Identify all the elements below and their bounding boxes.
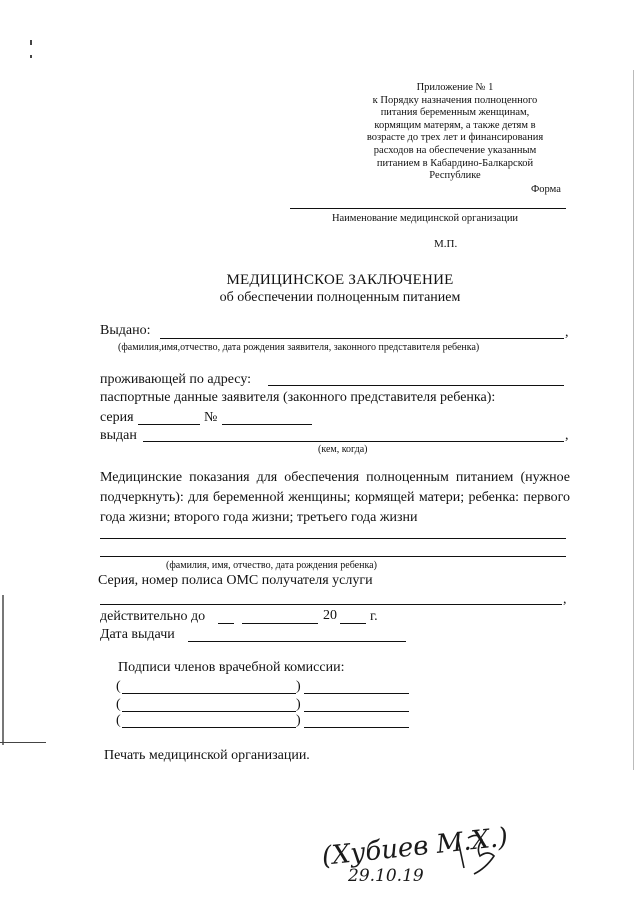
- appendix-line: возрасте до трех лет и финансирования: [366, 132, 544, 144]
- comma: ,: [565, 428, 569, 443]
- valid-year-field[interactable]: [340, 623, 366, 624]
- medical-indications-text: Медицинские показания для обеспечения полноценным питанием (нужное подчеркнуть): для беременной женщины; кормящей матери; ребенка: первого года жизни; второго года жизни; третьего года жизни: [100, 470, 570, 525]
- child-field-line-2[interactable]: [100, 556, 566, 557]
- bracket-close: ): [296, 713, 301, 728]
- handwritten-signature: [318, 818, 528, 888]
- appendix-line: питанием в Кабардино-Балкарской: [376, 157, 534, 169]
- address-field[interactable]: [268, 385, 564, 386]
- bracket-open: (: [116, 697, 121, 712]
- scan-edge-left: [2, 595, 4, 745]
- commission-name-field-2[interactable]: [122, 711, 296, 712]
- appendix-line: Приложение № 1: [416, 82, 494, 93]
- appendix-line: кормящим матерям, а также детям в: [374, 119, 536, 131]
- bracket-open: (: [116, 679, 121, 694]
- number-field[interactable]: [222, 424, 312, 425]
- bracket-close: ): [296, 697, 301, 712]
- commission-sign-field-2[interactable]: [304, 711, 409, 712]
- valid-day-field[interactable]: [218, 623, 234, 624]
- commission-name-field-1[interactable]: [122, 693, 296, 694]
- appendix-line: к Порядку назначения полноценного: [372, 94, 538, 106]
- form-label: Форма: [531, 184, 561, 195]
- child-field-line-1[interactable]: [100, 538, 566, 539]
- org-name-label: Наименование медицинской организации: [331, 213, 519, 224]
- comma: ,: [565, 325, 569, 340]
- scan-mark: [0, 742, 46, 743]
- scan-edge-right: [633, 70, 634, 770]
- commission-sign-field-3[interactable]: [304, 727, 409, 728]
- seal-label: Печать медицинской организации.: [104, 748, 310, 763]
- stamp-place-label: М.П.: [434, 238, 458, 250]
- commission-label: Подписи членов врачебной комиссии:: [118, 660, 345, 675]
- passport-label: паспортные данные заявителя (законного представителя ребенка):: [100, 390, 496, 405]
- appendix-line: питания беременным женщинам,: [380, 107, 530, 119]
- number-sign: №: [204, 410, 218, 425]
- org-name-field[interactable]: [290, 208, 566, 209]
- child-hint: (фамилия, имя, отчество, дата рождения ребенка): [166, 560, 377, 571]
- issued-by-hint: (кем, когда): [318, 444, 368, 455]
- scan-mark: [30, 55, 32, 58]
- scan-mark: [30, 40, 32, 45]
- issued-to-hint: (фамилия,имя,отчество, дата рождения заявителя, законного представителя ребенка): [118, 342, 480, 353]
- commission-name-field-3[interactable]: [122, 727, 296, 728]
- valid-month-field[interactable]: [242, 623, 318, 624]
- issued-by-field[interactable]: [143, 441, 564, 442]
- policy-label: Серия, номер полиса ОМС получателя услуги: [98, 573, 373, 588]
- issued-to-field[interactable]: [160, 338, 564, 339]
- comma: ,: [563, 592, 567, 607]
- valid-until-label: действительно до: [100, 609, 206, 624]
- issue-date-label: Дата выдачи: [100, 627, 175, 642]
- document-subtitle: об обеспечении полноценным питанием: [219, 290, 461, 305]
- commission-sign-field-1[interactable]: [304, 693, 409, 694]
- appendix-header: [340, 82, 570, 183]
- document-title: МЕДИЦИНСКОЕ ЗАКЛЮЧЕНИЕ: [226, 272, 454, 288]
- series-field[interactable]: [138, 424, 200, 425]
- policy-field[interactable]: [100, 604, 562, 605]
- issued-to-label: Выдано:: [100, 323, 151, 338]
- valid-century: 20: [323, 608, 337, 623]
- bracket-open: (: [116, 713, 121, 728]
- signature-date: 29.10.19: [348, 866, 424, 886]
- year-suffix: г.: [370, 609, 378, 624]
- series-label: серия: [100, 410, 134, 425]
- appendix-line: Республике: [429, 170, 481, 182]
- appendix-line: расходов на обеспечение указанным: [373, 144, 537, 156]
- issue-date-field[interactable]: [188, 641, 406, 642]
- address-label: проживающей по адресу:: [100, 372, 252, 387]
- bracket-close: ): [296, 679, 301, 694]
- signature-name: (Хубиев М.Х.): [320, 822, 510, 872]
- issued-by-label: выдан: [100, 428, 137, 443]
